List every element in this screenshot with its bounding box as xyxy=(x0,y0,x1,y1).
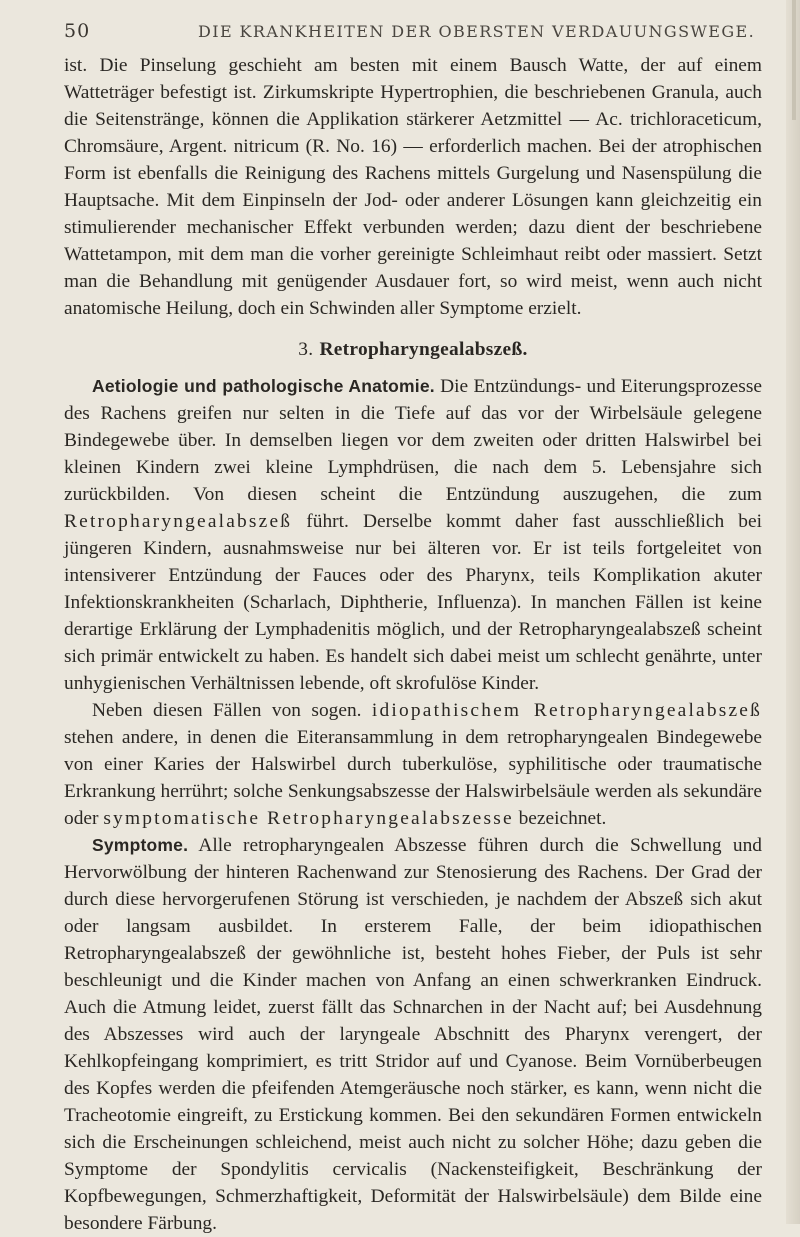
section-heading xyxy=(64,336,762,363)
paragraph-idiopathic xyxy=(64,697,762,832)
running-head: DIE KRANKHEITEN DER OBERSTEN VERDAUUNGSWEGE. xyxy=(198,22,756,41)
paragraph-text: Alle retropharyngealen Abszesse führen durch die Schwellung und Hervorwölbung der hinteren Rachenwand zur Stenosierung des Rachens. Der Grad der durch diese hervorgerufenen Störung ist verschieden, je nachdem der Abszeß sich akut oder langsam ausbildet. In ersterem Falle, der beim idiopathischen Retropharyngealabszeß der gewöhnliche ist, besteht hohes Fieber, der Puls ist sehr beschleunigt und die Kinder machen von Anfang an einen schwerkranken Eindruck. Auch die Atmung leidet, zuerst fällt das Schnarchen in der Nacht auf; bei Ausdehnung des Abszesses wird auch der laryngeale Abschnitt des Pharynx verengert, der Kehlkopfeingang komprimiert, es tritt Stridor auf und Cyanose. Beim Vornüberbeugen des Kopfes werden die pfeifenden Atemgeräusche noch stärker, es kann, wenn nicht die Tracheotomie eingreift, zu Erstickung kommen. Bei den sekundären Formen entwickeln sich die Erscheinungen schleichend, meist auch nicht zu solcher Höhe; dazu geben die Symptome der Spondylitis cervicalis (Nackensteifigkeit, Beschränkung der Kopfbewegungen, Schmerzhaftigkeit, Deformität der Halswirbelsäule) dem Bilde eine besondere Färbung. xyxy=(64,835,762,1234)
paragraph-text: bezeichnet. xyxy=(513,808,607,829)
subheading-symptoms: Symptome. xyxy=(92,835,189,855)
paragraph-continuation: ist. Die Pinselung geschieht am besten mit einem Bausch Watte, der auf einem Watteträger befestigt ist. Zirkumskripte Hypertrophien, die beschriebenen Granula, auch die Seitenstränge, können die Applikation stärkerer Aetzmittel — Ac. trichloraceticum, Chromsäure, Argent. nitricum (R. No. 16) — erforderlich machen. Bei der atrophischen Form ist ebenfalls die Reinigung des Rachens mittels Gurgelung und Nasenspülung die Hauptsache. Mit dem Einpinseln der Jod- oder anderer Lösungen kann gleichzeitig ein stimulierender mechanischer Effekt verbunden werden; dazu dient der beschriebene Wattetampon, mit dem man die vorher gereinigte Schleimhaut reibt oder massiert. Setzt man die Behandlung mit genügender Ausdauer fort, so wird meist, wenn auch nicht anatomische Heilung, doch ein Schwinden aller Symptome erzielt. xyxy=(64,55,762,319)
paragraph-symptoms xyxy=(64,832,762,1237)
page-header xyxy=(64,20,758,48)
subheading-aetiology: Aetiologie und pathologische Anatomie. xyxy=(92,376,435,396)
paragraph-text: Neben diesen Fällen von sogen. xyxy=(92,700,372,721)
page-number: 50 xyxy=(64,20,91,42)
emphasis-term: idiopathischem Retropharyngealabszeß xyxy=(371,700,762,721)
emphasis-term: Retropharyngealabszeß xyxy=(64,511,293,532)
page-edge xyxy=(786,0,800,1224)
paragraph-aetiology xyxy=(64,373,762,697)
paragraph-text: führt. Derselbe kommt daher fast ausschließlich bei jüngeren Kindern, ausnahmsweise nur bei älteren vor. Er ist teils fortgeleitet von intensiverer Entzündung der Fauces oder des Pharynx, teils Komplikation akuter Infektionskrankheiten (Scharlach, Diphtherie, Influenza). In manchen Fällen ist keine derartige Erklärung der Lymphadenitis möglich, und der Retropharyngealabszeß scheint sich primär entwickelt zu haben. Es handelt sich dabei meist um schlecht genährte, unter unhygienischen Verhältnissen lebende, oft skrofulöse Kinder. xyxy=(64,511,762,694)
paragraph-text: Die Entzündungs- und Eiterungsprozesse des Rachens greifen nur selten in die Tiefe auf das vor der Wirbelsäule gelegene Bindegewebe über. In demselben liegen vor dem zweiten oder dritten Halswirbel bei kleinen Kindern zwei kleine Lymphdrüsen, die nach dem 5. Lebensjahre sich zurückbilden. Von diesen scheint die Entzündung auszugehen, die zum xyxy=(64,376,762,505)
paragraph-text: stehen andere, in denen die Eiteransammlung in dem retropharyngealen Bindegewebe von einer Karies der Halswirbel durch tuberkulöse, syphilitische oder traumatische Erkrankung herrührt; solche Senkungsabszesse der Halswirbelsäule werden als sekundäre oder xyxy=(64,727,762,829)
emphasis-term: symptomatische Retropharyngealabszesse xyxy=(103,808,514,829)
section-title: Retropharyngealabszeß. xyxy=(319,339,528,360)
body-text xyxy=(64,52,762,1237)
section-number: 3. xyxy=(298,339,314,360)
